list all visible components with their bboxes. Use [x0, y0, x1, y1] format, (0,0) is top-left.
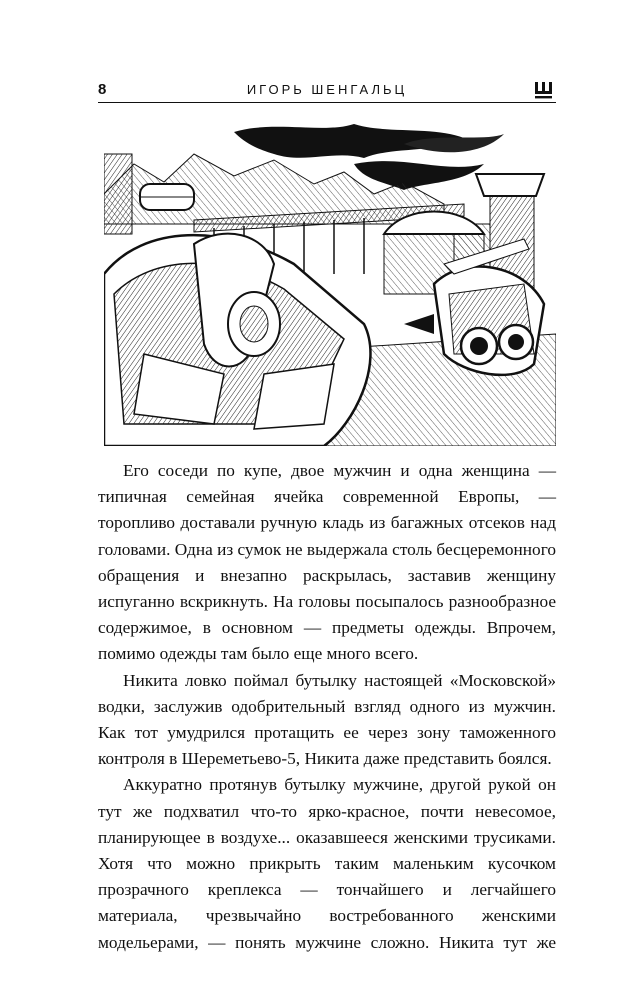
running-header — [98, 80, 556, 103]
sci-fi-spaceport-illustration — [104, 124, 556, 446]
paragraph: Его соседи по купе, двое мужчин и одна женщина — типичная семейная ячейка современной Европы, — торопливо доставали ручную кладь из багажных отсеков над головами. Одна из сумок не выдержала столь бесцеремонного обращения и внезапно раскрылась, заставив женщину испуганно вскрикнуть. На головы посыпалось разнообразное содержимое, в основном — предметы одежды. Впрочем, помимо одежды там было еще много всего. — [98, 461, 556, 664]
publisher-logo-icon — [534, 81, 554, 99]
running-title: ИГОРЬ ШЕНГАЛЬЦ — [246, 82, 408, 97]
paragraph: Аккуратно протянув бутылку мужчине, другой рукой он тут же подхватил что-то ярко-красное, почти невесомое, планирующее в воздухе... оказавшееся женскими трусиками. Хотя что можно прикрыть таким маленьким кусочком прозрачного креплекса — тончайшего и легчайшего материала, чрезвычайно востребованного женскими модельерами, — понять мужчине сложно. Никита тут же — [98, 775, 556, 952]
body-text — [98, 458, 556, 956]
page-number: 8 — [98, 81, 107, 98]
paragraph: Никита ловко поймал бутылку настоящей «Московской» водки, заслужив одобрительный взгляд одного из мужчин. Как тот умудрился протащить ее через зону таможенного контроля в Шереметьево-5, Никита даже представить боялся. — [98, 670, 556, 769]
